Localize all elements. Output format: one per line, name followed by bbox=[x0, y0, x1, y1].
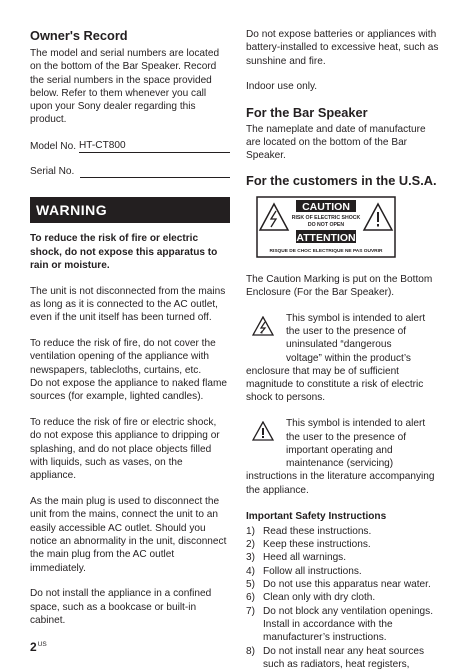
page-number-value: 2 bbox=[30, 640, 37, 654]
paragraph-indoor: Indoor use only. bbox=[246, 81, 318, 93]
caution-line-1: RISK OF ELECTRIC SHOCK bbox=[291, 214, 361, 221]
exclamation-symbol-block bbox=[246, 417, 441, 470]
list-item-text: Do not use this apparatus near water. bbox=[263, 579, 431, 591]
list-item-number: 8) bbox=[246, 645, 255, 657]
list-item-text: Do not block any ventilation openings. Install in accordance with the manufacturer’s instructions. bbox=[263, 605, 434, 644]
list-item-text: Follow all instructions. bbox=[263, 565, 362, 577]
lightning-line-3: uninsulated “dangerous bbox=[286, 339, 392, 351]
serial-label: Serial No. bbox=[30, 166, 75, 178]
list-item-number: 7) bbox=[246, 605, 255, 617]
us-customers-heading: For the customers in the U.S.A. bbox=[246, 172, 437, 188]
lightning-symbol-block bbox=[246, 312, 441, 365]
paragraph-confined-space: Do not install the appliance in a confined space, such as a bookcase or built-in cabinet. bbox=[30, 588, 212, 626]
paragraph-ventilation: To reduce the risk of fire, do not cover the ventilation opening of the appliance with newspapers, tablecloths, curtains, etc. bbox=[30, 338, 216, 376]
exclamation-line-4: maintenance (servicing) bbox=[286, 458, 394, 470]
owners-record-text: The model and serial numbers are located on the bottom of the Bar Speaker. Record the serial numbers in the space provided below. Refer to them whenever you call upon your Sony dealer regarding this product. bbox=[30, 48, 220, 126]
list-item-text: Read these instructions. bbox=[263, 525, 372, 537]
paragraph-naked-flame: Do not expose the appliance to naked flame sources (for example, lighted candles). bbox=[30, 377, 227, 403]
list-item bbox=[246, 578, 441, 591]
list-item-text: Heed all warnings. bbox=[263, 552, 347, 564]
page-number bbox=[30, 640, 47, 654]
list-item-number: 5) bbox=[246, 579, 255, 591]
exclamation-line-3: important operating and bbox=[286, 444, 393, 456]
paragraph-batteries: Do not expose batteries or appliances with battery-installed to excessive heat, such as sunshine and fire. bbox=[246, 29, 439, 67]
owners-record-heading: Owner's Record bbox=[30, 28, 128, 43]
list-item bbox=[246, 525, 441, 538]
warning-banner: WARNING bbox=[30, 197, 230, 223]
attention-word: ATTENTION bbox=[296, 231, 356, 244]
paragraph-dripping: To reduce the risk of fire or electric shock, do not expose this appliance to dripping or splashing, and do not place objects filled with liquids, such as vases, on the appliance. bbox=[30, 417, 220, 482]
serial-number-field bbox=[30, 165, 230, 178]
model-value-line bbox=[79, 139, 230, 153]
caution-line-2: DO NOT OPEN bbox=[307, 221, 345, 228]
model-value: HT-CT800 bbox=[79, 140, 126, 152]
list-item bbox=[246, 645, 441, 671]
list-item bbox=[246, 605, 441, 645]
bar-speaker-text: The nameplate and date of manufacture are located on the bottom of the Bar Speaker. bbox=[246, 123, 426, 162]
bar-speaker-heading: For the Bar Speaker bbox=[246, 104, 368, 120]
lightning-description: enclosure that may be of sufficient magnitude to constitute a risk of electric shock to persons. bbox=[246, 365, 424, 404]
paragraph-mains: The unit is not disconnected from the mains as long as it is connected to the AC outlet, even if the unit itself has been turned off. bbox=[30, 285, 226, 324]
list-item-number: 6) bbox=[246, 592, 255, 604]
lightning-line-4: voltage” within the product’s bbox=[286, 352, 411, 364]
list-item-text: Do not install near any heat sources such as radiators, heat registers, bbox=[263, 645, 425, 670]
exclamation-line-1: This symbol is intended to alert bbox=[286, 418, 426, 430]
lightning-warning-icon bbox=[252, 316, 274, 336]
exclamation-warning-icon bbox=[252, 421, 274, 441]
right-column bbox=[246, 28, 441, 671]
exclamation-description: instructions in the literature accompanying the appliance. bbox=[246, 471, 435, 496]
safety-instructions-list bbox=[246, 525, 441, 671]
model-number-field bbox=[30, 139, 230, 153]
list-item-number: 1) bbox=[246, 525, 255, 537]
lightning-line-1: This symbol is intended to alert bbox=[286, 312, 426, 324]
safety-instructions-heading: Important Safety Instructions bbox=[246, 510, 387, 522]
caution-word: CAUTION bbox=[302, 200, 350, 213]
list-item-number: 3) bbox=[246, 552, 255, 564]
list-item-text: Clean only with dry cloth. bbox=[263, 592, 376, 604]
model-label: Model No. bbox=[30, 141, 77, 153]
list-item-number: 2) bbox=[246, 539, 255, 551]
serial-value-line bbox=[80, 166, 230, 178]
exclamation-line-2: the user to the presence of bbox=[286, 431, 407, 443]
list-item bbox=[246, 551, 441, 564]
caution-label-image bbox=[256, 196, 396, 258]
caution-line-3: RISQUE DE CHOC ELECTRIQUE NE PAS OUVRIR bbox=[269, 248, 383, 254]
list-item bbox=[246, 591, 441, 604]
left-column bbox=[30, 28, 230, 627]
list-item bbox=[246, 538, 441, 551]
warning-text: To reduce the risk of fire or electric shock, do not expose this apparatus to rain or moisture. bbox=[30, 233, 218, 271]
list-item-text: Keep these instructions. bbox=[263, 539, 371, 551]
list-item-number: 4) bbox=[246, 565, 255, 577]
lightning-line-2: the user to the presence of bbox=[286, 325, 407, 337]
list-item bbox=[246, 565, 441, 578]
paragraph-main-plug: As the main plug is used to disconnect the unit from the mains, connect the unit to an easily accessible AC outlet. Should you notice an abnormality in the unit, disconnect the main plug from the AC outlet immediately. bbox=[30, 496, 227, 574]
caution-marking-text: The Caution Marking is put on the Bottom Enclosure (For the Bar Speaker). bbox=[246, 273, 433, 298]
region-code: US bbox=[37, 641, 47, 648]
